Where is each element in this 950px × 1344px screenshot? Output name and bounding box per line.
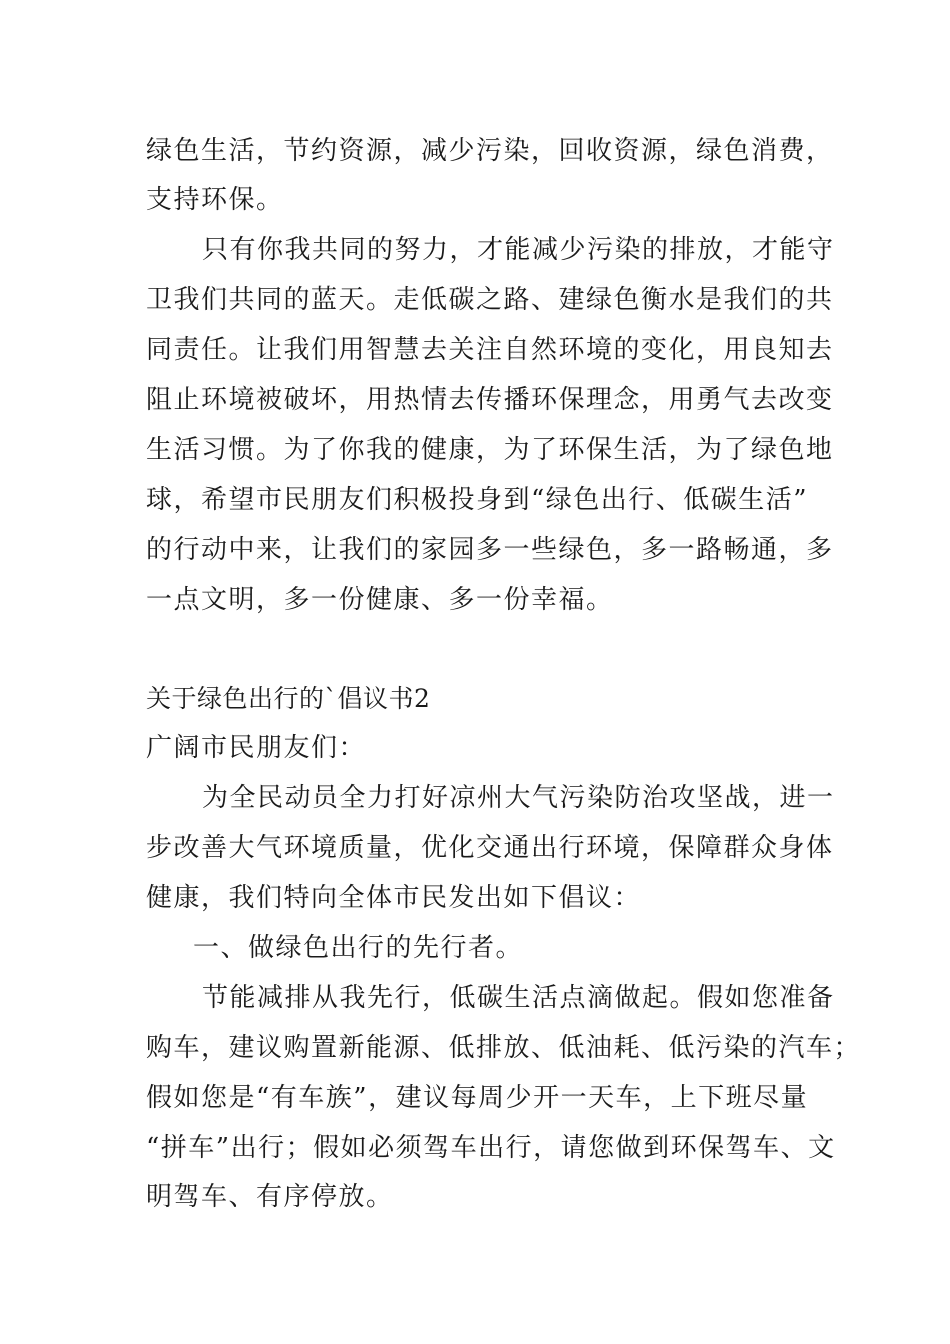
paragraph-line: 同责任。让我们用智慧去关注自然环境的变化，用良知去 <box>146 335 834 365</box>
paragraph-line: 球，希望市民朋友们积极投身到“绿色出行、低碳生活” <box>146 485 809 515</box>
paragraph-line: 节能减排从我先行，低碳生活点滴做起。假如您准备 <box>202 983 835 1013</box>
paragraph-line: 健康，我们特向全体市民发出如下倡议： <box>146 883 642 913</box>
paragraph-line: “拼车”出行；假如必须驾车出行，请您做到环保驾车、文 <box>146 1133 836 1163</box>
paragraph-line: 购车，建议购置新能源、低排放、低油耗、低污染的汽车； <box>146 1033 862 1063</box>
paragraph-line: 假如您是“有车族”，建议每周少开一天车，上下班尽量 <box>146 1083 809 1113</box>
salutation: 广阔市民朋友们： <box>146 733 367 763</box>
list-heading: 一、做绿色出行的先行者。 <box>193 933 524 963</box>
paragraph-line: 明驾车、有序停放。 <box>146 1182 394 1212</box>
section-title: 关于绿色出行的`倡议书2 <box>146 684 431 713</box>
paragraph-line: 阻止环境被破坏，用热情去传播环保理念，用勇气去改变 <box>146 385 834 415</box>
paragraph-line: 一点文明，多一份健康、多一份幸福。 <box>146 585 614 615</box>
paragraph-line: 只有你我共同的努力，才能减少污染的排放，才能守 <box>202 235 835 265</box>
paragraph-line: 为全民动员全力打好凉州大气污染防治攻坚战，进一 <box>202 783 835 813</box>
paragraph-line: 的行动中来，让我们的家园多一些绿色，多一路畅通，多 <box>146 535 834 565</box>
paragraph-line: 生活习惯。为了你我的健康，为了环保生活，为了绿色地 <box>146 435 834 465</box>
paragraph-line: 卫我们共同的蓝天。走低碳之路、建绿色衡水是我们的共 <box>146 285 834 315</box>
paragraph-line: 支持环保。 <box>146 185 284 215</box>
paragraph-line: 绿色生活，节约资源，减少污染，回收资源，绿色消费， <box>146 136 834 166</box>
paragraph-line: 步改善大气环境质量，优化交通出行环境，保障群众身体 <box>146 833 834 863</box>
